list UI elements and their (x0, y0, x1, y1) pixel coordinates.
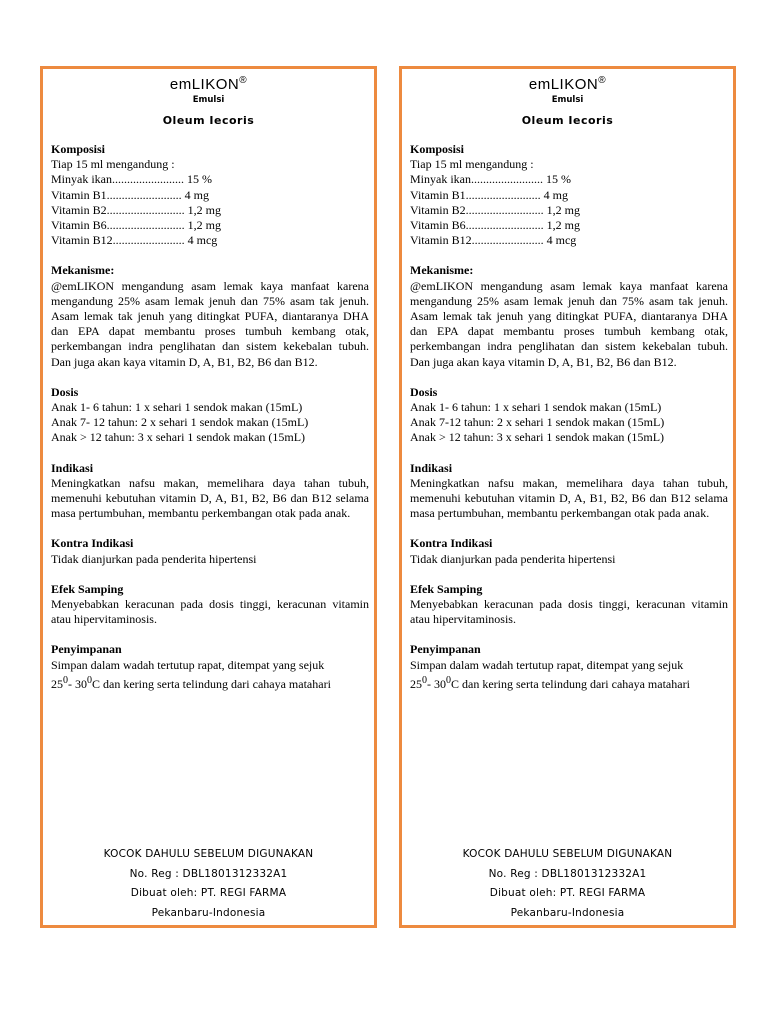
composition-item: Vitamin B6.......................... 1,2 mg (51, 218, 221, 233)
composition-item: Vitamin B2.......................... 1,2 mg (51, 202, 221, 217)
product-form: Emulsi (551, 95, 584, 105)
manufacturer-location: Pekanbaru-Indonesia (151, 906, 266, 919)
indication-text: Meningkatkan nafsu makan, memelihara daya tahan tubuh, memenuhi kebutuhan vitamin D, A, B1, B2, B6 dan B12 selama masa pertumbuhan, membantu perkembangan otak pada anak. (51, 475, 369, 521)
storage-text-line1: Simpan dalam wadah tertutup rapat, ditempat yang sejuk (51, 657, 325, 672)
composition-item: Vitamin B1......................... 4 mg (51, 187, 209, 202)
composition-item: Vitamin B1......................... 4 mg (410, 187, 568, 202)
side-effect-text: Menyebabkan keracunan pada dosis tinggi, keracunan vitamin atau hipervitaminosis. (51, 597, 369, 627)
registered-mark: ® (598, 75, 607, 86)
composition-item: Vitamin B12........................ 4 mcg (51, 233, 218, 248)
composition-item: Minyak ikan........................ 15 % (51, 172, 212, 187)
section-title-komposisi: Komposisi (51, 142, 106, 156)
manufacturer: Dibuat oleh: PT. REGI FARMA (489, 887, 646, 899)
dosage-item: Anak 1- 6 tahun: 1 x sehari 1 sendok makan (15mL) (51, 400, 303, 415)
composition-item: Vitamin B2.......................... 1,2 mg (410, 202, 580, 217)
indication-text: Meningkatkan nafsu makan, memelihara daya tahan tubuh, memenuhi kebutuhan vitamin D, A, B1, B2, B6 dan B12 selama masa pertumbuhan, membantu perkembangan otak pada anak. (410, 475, 728, 521)
latin-name: Oleum Iecoris (162, 114, 255, 127)
mechanism-text: @emLIKON mengandung asam lemak kaya manfaat karena mengandung 25% asam lemak jenuh dan 75% asam tak jenuh. Asam lemak tak jenuh yang ditingkat PUFA, diantaranya DHA dan EPA dapat membantu proses tumbuh kembang otak, perkembangan indra penglihatan dan sistem kekebalan tubuh. Dan juga akan kaya vitamin D, A, B1, B2, B6 dan B12. (410, 278, 728, 369)
section-title-kontra-indikasi: Kontra Indikasi (410, 536, 493, 551)
storage-text-line2: $25^0-$ $30^0C$ dan kering serta telindung dari cahaya matahari (410, 674, 690, 691)
mechanism-text: @emLIKON mengandung asam lemak kaya manfaat karena mengandung 25% asam lemak jenuh dan 75% asam tak jenuh. Asam lemak tak jenuh yang ditingkat PUFA, diantaranya DHA dan EPA dapat membantu proses tumbuh kembang otak, perkembangan indra penglihatan dan sistem kekebalan tubuh. Dan juga akan kaya vitamin D, A, B1, B2, B6 dan B12. (51, 278, 369, 369)
brand-name: emLIKON® (169, 75, 248, 93)
dosage-item: Anak > 12 tahun: 3 x sehari 1 sendok makan (15mL) (410, 430, 665, 445)
section-title-indikasi: Indikasi (410, 460, 453, 475)
latin-name: Oleum Iecoris (521, 114, 614, 127)
dosage-item: Anak > 12 tahun: 3 x sehari 1 sendok makan (15mL) (51, 430, 306, 445)
dosage-item: Anak 7-12 tahun: 2 x sehari 1 sendok makan (15mL) (410, 415, 665, 430)
storage-text-line2: $25^0-$ $30^0C$ dan kering serta telindung dari cahaya matahari (51, 674, 331, 691)
product-label-right (399, 66, 736, 928)
label-footer (43, 845, 374, 923)
composition-intro: Tiap 15 ml mengandung : (51, 157, 175, 172)
product-form: Emulsi (192, 95, 225, 105)
brand-name: emLIKON® (528, 75, 607, 93)
registered-mark: ® (239, 75, 248, 86)
composition-intro: Tiap 15 ml mengandung : (410, 157, 534, 172)
section-title-penyimpanan: Penyimpanan (410, 642, 481, 657)
section-title-efek-samping: Efek Samping (51, 581, 124, 596)
manufacturer: Dibuat oleh: PT. REGI FARMA (130, 887, 287, 899)
side-effect-text: Menyebabkan keracunan pada dosis tinggi, keracunan vitamin atau hipervitaminosis. (410, 597, 728, 627)
contraindication-text: Tidak dianjurkan pada penderita hipertensi (410, 551, 616, 566)
composition-item: Minyak ikan........................ 15 % (410, 172, 571, 187)
dosage-item: Anak 1- 6 tahun: 1 x sehari 1 sendok makan (15mL) (410, 400, 662, 415)
label-content (51, 142, 369, 692)
section-title-komposisi: Komposisi (410, 142, 465, 156)
shake-warning: KOCOK DAHULU SEBELUM DIGUNAKAN (462, 848, 673, 860)
section-title-penyimpanan: Penyimpanan (51, 642, 122, 657)
composition-item: Vitamin B12........................ 4 mcg (410, 233, 577, 248)
label-footer (402, 845, 733, 923)
section-title-indikasi: Indikasi (51, 460, 94, 475)
composition-item: Vitamin B6.......................... 1,2 mg (410, 218, 580, 233)
dosage-item: Anak 7- 12 tahun: 2 x sehari 1 sendok makan (15mL) (51, 415, 309, 430)
product-label-left (40, 66, 377, 928)
registration-number: No. Reg : DBL1801312332A1 (488, 867, 647, 880)
label-content (410, 142, 728, 692)
section-title-dosis: Dosis (51, 384, 79, 399)
storage-text-line1: Simpan dalam wadah tertutup rapat, ditempat yang sejuk (410, 657, 684, 672)
section-title-mekanisme: Mekanisme: (51, 263, 115, 278)
section-title-kontra-indikasi: Kontra Indikasi (51, 536, 134, 551)
registration-number: No. Reg : DBL1801312332A1 (129, 867, 288, 880)
section-title-efek-samping: Efek Samping (410, 581, 483, 596)
section-title-dosis: Dosis (410, 384, 438, 399)
manufacturer-location: Pekanbaru-Indonesia (510, 906, 625, 919)
section-title-mekanisme: Mekanisme: (410, 263, 474, 278)
shake-warning: KOCOK DAHULU SEBELUM DIGUNAKAN (103, 848, 314, 860)
contraindication-text: Tidak dianjurkan pada penderita hipertensi (51, 551, 257, 566)
